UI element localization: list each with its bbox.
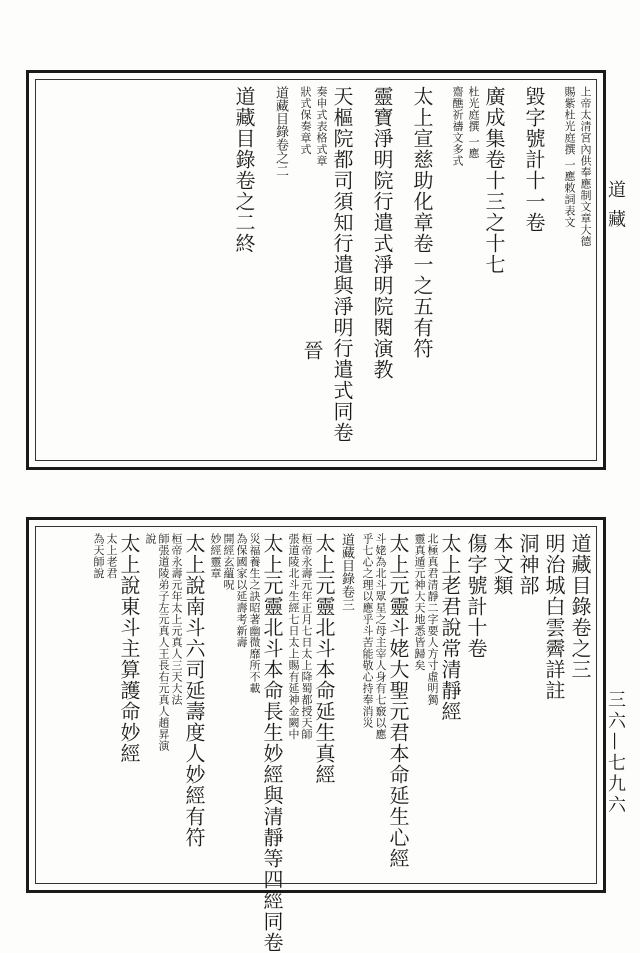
top-column-13: 道藏目錄卷之二終 xyxy=(232,86,256,254)
bottom-page-frame xyxy=(35,526,597,953)
top-column-8: 靈寶淨明院行遣式淨明院閱演教 xyxy=(370,86,394,380)
top-column-4: 廣成集卷十三之十七 xyxy=(482,86,506,275)
top-page-frame xyxy=(35,79,597,461)
bottom-column-10: 斗姥為北斗眾星之母主宰人身有七竅以應 xyxy=(374,533,387,740)
top-column-2: 賜紫杜光庭撰 一應敕詞表文 xyxy=(563,86,576,228)
bottom-column-27: 為天師說 xyxy=(92,533,105,579)
bottom-column-16: 太上元靈北斗本命長生妙經與清靜等四經同卷 xyxy=(260,533,284,953)
bottom-column-1: 道藏目錄卷之三 xyxy=(568,533,592,680)
collection-title: 道 藏 xyxy=(605,180,626,231)
bottom-column-21: 太上說南斗六司延壽度人妙經有符 xyxy=(182,533,206,848)
bottom-column-14: 桓帝永壽元年正月七日太上降蜀都授天師 xyxy=(300,533,313,740)
bottom-column-20: 妙經靈章 xyxy=(209,533,222,579)
top-column-3: 毀字號計十一卷 xyxy=(522,86,546,233)
bottom-column-25: 太上說東斗主算護命妙經 xyxy=(117,533,141,764)
top-column-9: 天樞院都司須知行遣與淨明行遣式同卷 xyxy=(330,86,354,443)
bottom-column-4: 本文類 xyxy=(490,533,514,596)
bottom-column-22: 桓帝永壽元年太上元真人三天大法 xyxy=(170,533,183,706)
top-column-6: 齋醮祈禱文多式 xyxy=(451,86,464,167)
top-column-11: 狀式保奏章式 xyxy=(299,86,312,155)
bottom-column-13: 太上元靈北斗本命延生真經 xyxy=(312,533,336,785)
bottom-column-7: 北極真君清靜二字要人方寸虛明獨 xyxy=(426,533,439,706)
bottom-column-5: 傷字號計十卷 xyxy=(464,533,488,659)
top-page-mark: 晉 xyxy=(300,340,324,361)
bottom-column-17: 災福養生之訣昭著幽微靡所不載 xyxy=(248,533,261,694)
bottom-column-3: 洞神部 xyxy=(516,533,540,596)
bottom-column-8: 靈真遁元神大天地悉皆歸矣 xyxy=(413,533,426,671)
top-page xyxy=(26,70,606,470)
bottom-column-6: 太上老君說常清靜經 xyxy=(438,533,462,722)
top-column-7: 太上宣慈助化章卷一之五有符 xyxy=(410,86,434,359)
bottom-column-23: 師張道陵弟子左元真人王長右元真人趙昇演 xyxy=(157,533,170,752)
bottom-column-18: 為保國家以延壽考新壽 xyxy=(235,533,248,648)
bottom-column-2: 明治城白雲霽詳註 xyxy=(542,533,566,701)
bottom-column-26: 太上老君 xyxy=(105,533,118,579)
top-column-5: 杜光庭撰 一應 xyxy=(467,86,480,159)
bottom-column-9: 太上元靈斗姥大聖元君本命延生心經 xyxy=(386,533,410,869)
top-column-12: 道藏目錄卷之二 xyxy=(273,86,288,177)
page-number: 三六—七九六 xyxy=(605,690,626,816)
top-column-1: 上帝太清宮內供奉應制文章大德 xyxy=(579,86,592,247)
bottom-column-11: 乎七心之理以應乎斗苦能敬心持奉消災 xyxy=(361,533,374,729)
bottom-column-19: 開經玄蘊呪 xyxy=(222,533,235,591)
bottom-column-15: 張道陵北斗生經七日太上賜有延神金闕中 xyxy=(287,533,300,740)
bottom-page xyxy=(26,517,606,953)
bottom-column-12: 道藏目錄卷三 xyxy=(339,533,354,611)
bottom-column-24: 說 xyxy=(144,533,157,545)
top-column-10: 奏申式表格式章 xyxy=(315,86,328,167)
